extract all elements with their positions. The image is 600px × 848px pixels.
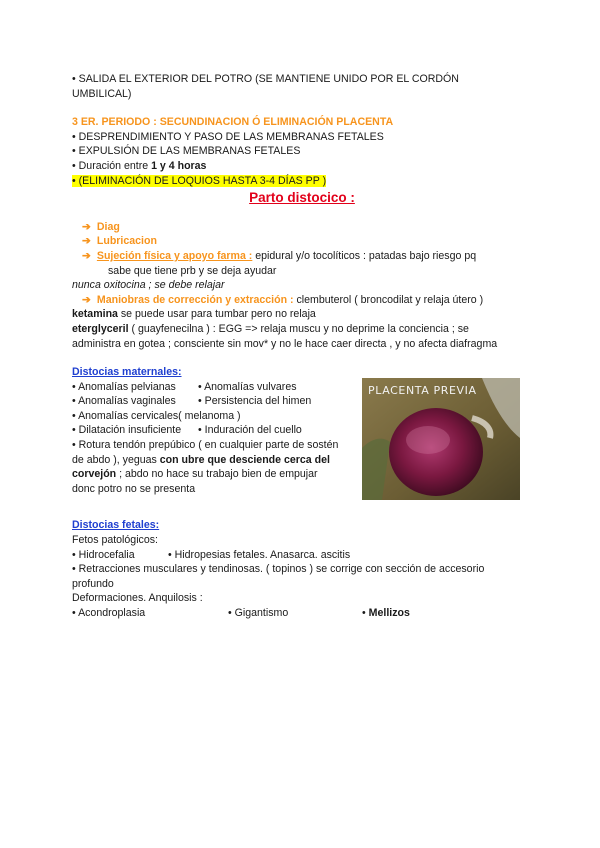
hidrocefalia: • Hidrocefalia (72, 548, 135, 561)
lubricacion-item (72, 234, 532, 249)
retracciones-line-2: profundo (72, 577, 114, 590)
third-period-heading: 3 ER. PERIODO : SECUNDINACION Ó ELIMINACIÓN PLACENTA (72, 116, 394, 129)
maniobras-item (72, 293, 532, 308)
deformaciones-row (72, 606, 532, 621)
ketamina-text: se puede usar para tumbar pero no relaja (117, 308, 316, 321)
eterglyceril-text: ( guayfenecilna ) : EGG => relaja muscu y no deprime la conciencia ; se (128, 322, 469, 335)
rotura-line-3-rest: ; abdo no hace su trabajo bien de empujar (116, 468, 318, 481)
induracion-cuello: • Induración del cuello (198, 424, 302, 437)
rotura-line-4: donc potro no se presenta (72, 482, 196, 495)
oxitocina-note: nunca oxitocina ; se debe relajar (72, 279, 225, 292)
loquios-highlight: • (ELIMINACIÓN DE LOQUIOS HASTA 3-4 DÍAS PP ) (72, 174, 327, 187)
distocias-maternales-heading: Distocias maternales: (72, 366, 182, 379)
dilatacion-insuficiente: • Dilatación insuficiente (72, 424, 182, 437)
mellizos: Mellizos (368, 607, 410, 619)
diag-item (72, 220, 532, 235)
rotura-line-2-prefix: de abdo ), yeguas (72, 453, 160, 466)
third-period-item-1: • DESPRENDIMIENTO Y PASO DE LAS MEMBRANAS FETALES (72, 130, 384, 143)
sujecion-continuation: sabe que tiene prb y se deja ayudar (108, 264, 277, 277)
arrow-right-icon: ➔ (82, 249, 91, 262)
intro-line-2: UMBILICAL) (72, 87, 132, 100)
document-page (72, 72, 532, 621)
gigantismo: • Gigantismo (228, 607, 289, 619)
acondroplasia: • Acondroplasia (72, 607, 146, 619)
ketamina-bold: ketamina (72, 308, 118, 321)
deformaciones-line: Deformaciones. Anquilosis : (72, 592, 203, 605)
third-period-item-2: • EXPULSIÓN DE LAS MEMBRANAS FETALES (72, 145, 301, 158)
eterglyceril-bold: eterglyceril (72, 322, 129, 335)
arrow-right-icon: ➔ (82, 220, 91, 233)
duration-line (72, 159, 532, 174)
anomalias-vaginales: • Anomalías vaginales (72, 395, 176, 408)
anomalias-vulvares: • Anomalías vulvares (198, 380, 297, 393)
rotura-line-1: • Rotura tendón prepúbico ( en cualquier parte de sostén (72, 439, 339, 452)
duration-prefix: • Duración entre (72, 159, 152, 172)
arrow-right-icon: ➔ (82, 293, 91, 306)
rotura-line-2-bold: con ubre que desciende cerca del (159, 453, 330, 466)
persistencia-himen: • Persistencia del himen (198, 395, 312, 408)
intro-line-1: • SALIDA EL EXTERIOR DEL POTRO (SE MANTIENE UNIDO POR EL CORDÓN (72, 73, 459, 85)
duration-bold: 1 y 4 horas (151, 159, 207, 172)
loquios-line (72, 174, 532, 189)
ketamina-line (72, 307, 532, 322)
hidropesias: • Hidropesias fetales. Anasarca. ascitis (168, 548, 351, 561)
rotura-line-3-bold: corvejón (72, 468, 117, 481)
maniobras-text: clembuterol ( broncodilat y relaja útero ) (293, 293, 484, 306)
sujecion-item (72, 249, 532, 264)
eterglyceril-continuation: administra en gotea ; consciente sin mov* y no le hace caer directa , y no afecta diafragma (72, 337, 498, 350)
diag-label: Diag (96, 220, 120, 233)
parto-distocico-title: Parto distocico : (249, 190, 355, 206)
sujecion-text: epidural y/o tocolíticos : patadas bajo riesgo pq (252, 249, 477, 262)
anomalias-pelvianas: • Anomalías pelvianas (72, 380, 176, 393)
mellizos-bullet: • (362, 607, 369, 619)
eterglyceril-line (72, 322, 532, 337)
sujecion-label: Sujeción física y apoyo farma : (96, 249, 253, 262)
maniobras-label: Maniobras de corrección y extracción : (96, 293, 294, 306)
lubricacion-label: Lubricacion (96, 235, 157, 248)
maternas-row-3: • Anomalías cervicales( melanoma ) (72, 409, 241, 422)
fetos-patologicos: Fetos patológicos: (72, 534, 158, 547)
placenta-previa-image (362, 378, 520, 500)
fetales-row-1 (72, 548, 532, 563)
placenta-image-label: PLACENTA PREVIA (368, 384, 477, 397)
distocias-fetales-heading: Distocias fetales: (72, 519, 160, 532)
arrow-right-icon: ➔ (82, 235, 91, 248)
retracciones-line-1: • Retracciones musculares y tendinosas. ( topinos ) se corrige con sección de accesorio (72, 563, 485, 576)
